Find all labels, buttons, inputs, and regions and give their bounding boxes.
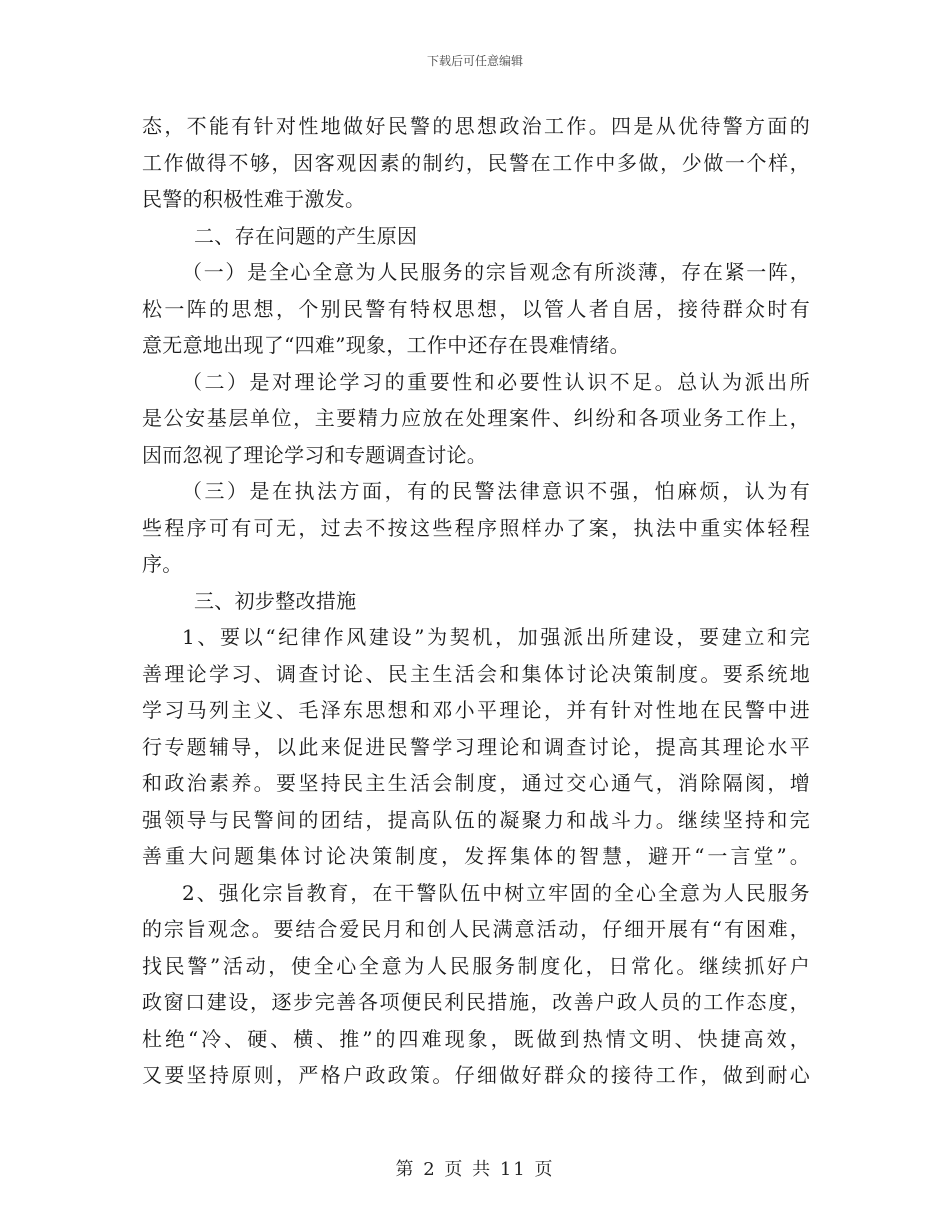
text-line: 民警的积极性难于激发。 xyxy=(142,187,366,211)
text-line: 态，不能有针对性地做好民警的思想政治工作。四是从优待警方面的 xyxy=(142,114,810,138)
text-line: 的宗旨观念。要结合爱民月和创人民满意活动，仔细开展有“有困难， xyxy=(142,917,810,941)
text-line: 序。 xyxy=(142,552,183,576)
text-line: 工作做得不够，因客观因素的制约，民警在工作中多做，少做一个样， xyxy=(142,150,810,175)
text-line: 松一阵的思想，个别民警有特权思想，以管人者自居，接待群众时有 xyxy=(142,296,810,321)
text-line: 1、要以“纪律作风建设”为契机，加强派出所建设，要建立和完 xyxy=(182,625,810,649)
text-line: 杜绝“冷、硬、横、推”的四难现象，既做到热情文明、快捷高效， xyxy=(142,1026,810,1051)
text-line: 2、强化宗旨教育，在干警队伍中树立牢固的全心全意为人民服务 xyxy=(182,880,810,905)
text-line: 行专题辅导，以此来促进民警学习理论和调查讨论，提高其理论水平 xyxy=(142,734,810,759)
text-line: 又要坚持原则，严格户政政策。仔细做好群众的接待工作，做到耐心 xyxy=(142,1063,810,1087)
text-line: 和政治素养。要坚持民主生活会制度，通过交心通气，消除隔阂，增 xyxy=(142,771,810,795)
text-line: 是公安基层单位，主要精力应放在处理案件、纠纷和各项业务工作上， xyxy=(142,406,810,430)
section-heading: 二、存在问题的产生原因 xyxy=(194,223,418,248)
page-number: 第 2 页 共 11 页 xyxy=(395,1159,555,1180)
text-line: 些程序可有可无，过去不按这些程序照样办了案，执法中重实体轻程 xyxy=(142,515,810,540)
text-line: （二）是对理论学习的重要性和必要性认识不足。总认为派出所 xyxy=(182,369,810,394)
text-line: 因而忽视了理论学习和专题调查讨论。 xyxy=(142,442,488,467)
text-line: 强领导与民警间的团结，提高队伍的凝聚力和战斗力。继续坚持和完 xyxy=(142,807,810,832)
text-line: （一）是全心全意为人民服务的宗旨观念有所淡薄，存在紧一阵， xyxy=(182,260,810,284)
section-heading: 三、初步整改措施 xyxy=(194,588,357,613)
text-line: 学习马列主义、毛泽东思想和邓小平理论，并有针对性地在民警中进 xyxy=(142,698,810,722)
text-line: 政窗口建设，逐步完善各项便民利民措施，改善户政人员的工作态度， xyxy=(142,990,810,1014)
text-line: 善理论学习、调查讨论、民主生活会和集体讨论决策制度。要系统地 xyxy=(142,661,810,686)
document-body xyxy=(142,108,810,1094)
text-line: 善重大问题集体讨论决策制度，发挥集体的智慧，避开“一言堂”。 xyxy=(142,844,810,868)
text-line: 意无意地出现了“四难”现象，工作中还存在畏难情绪。 xyxy=(142,333,630,357)
text-line: （三）是在执法方面，有的民警法律意识不强，怕麻烦，认为有 xyxy=(182,479,810,503)
page-header: 下载后可任意编辑 xyxy=(426,54,523,68)
text-line: 找民警”活动，使全心全意为人民服务制度化，日常化。继续抓好户 xyxy=(142,953,810,978)
